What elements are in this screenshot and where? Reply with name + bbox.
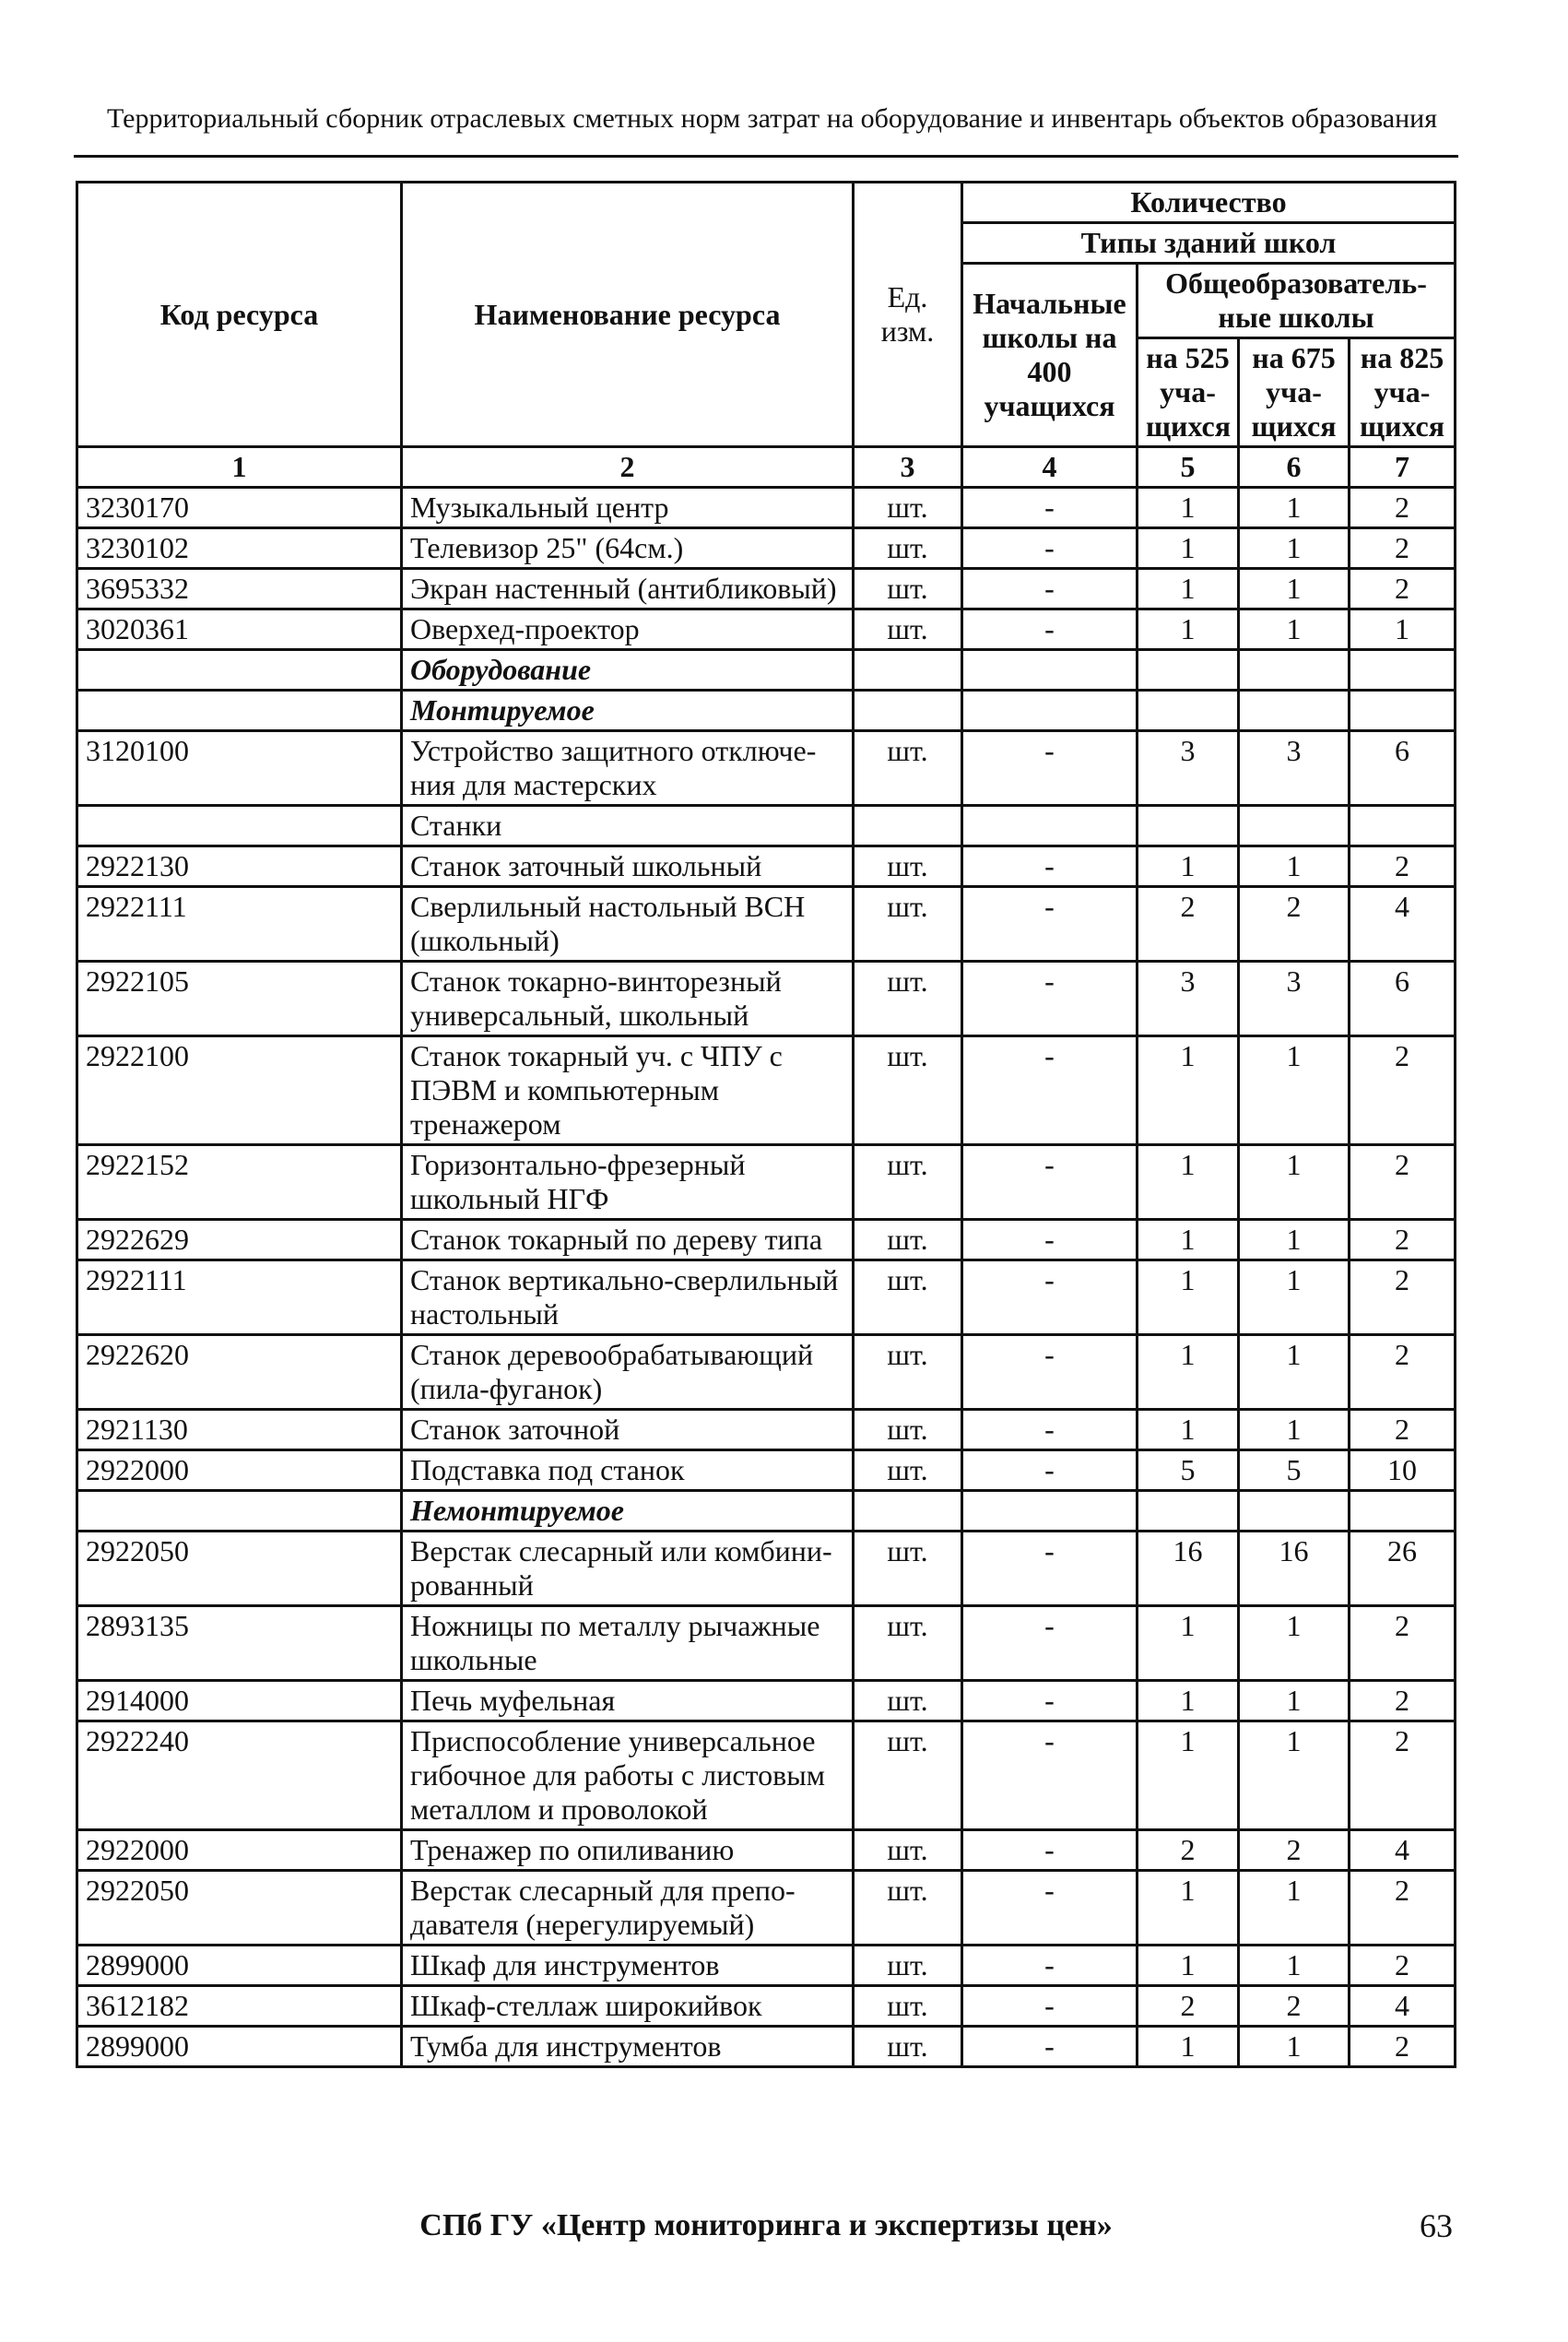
qty-825: 2 [1350,1410,1456,1450]
unit-cell: шт. [854,488,962,528]
qty-525: 1 [1138,528,1239,569]
qty-cell [1138,650,1239,691]
qty-675: 1 [1239,528,1350,569]
qty-cell [1138,806,1239,846]
table-row [77,962,1456,1036]
unit-cell: шт. [854,1145,962,1220]
unit-cell: шт. [854,1871,962,1946]
header-name: Наименование ресурса [402,183,854,447]
qty-primary-400: - [962,1450,1138,1491]
qty-primary-400: - [962,1606,1138,1681]
resource-name: Горизонтально-фрезерный школьный НГФ [402,1145,854,1220]
resource-code: 3230102 [77,528,402,569]
unit-cell: шт. [854,528,962,569]
unit-cell: шт. [854,1721,962,1830]
table-row [77,731,1456,806]
qty-675: 2 [1239,1986,1350,2027]
qty-cell [1138,691,1239,731]
qty-675: 16 [1239,1532,1350,1606]
table-row [77,1721,1456,1830]
header-525: на 525 уча-щихся [1138,338,1239,447]
table-row [77,609,1456,650]
header-rule [74,155,1458,158]
resource-name: Станок вертикально-сверлильный настольный [402,1260,854,1335]
qty-primary-400: - [962,488,1138,528]
unit-cell: шт. [854,1036,962,1145]
unit-cell: шт. [854,1986,962,2027]
qty-675: 1 [1239,488,1350,528]
qty-cell [962,691,1138,731]
resource-code: 2922111 [77,1260,402,1335]
qty-cell [962,650,1138,691]
qty-525: 1 [1138,1220,1239,1260]
qty-cell [1239,691,1350,731]
qty-675: 1 [1239,2027,1350,2067]
qty-675: 1 [1239,609,1350,650]
resource-name: Станок заточной [402,1410,854,1450]
qty-525: 5 [1138,1450,1239,1491]
qty-825: 4 [1350,887,1456,962]
unit-cell: шт. [854,1220,962,1260]
header-primary-school: Начальные школы на 400 учащихся [962,264,1138,447]
unit-cell [854,650,962,691]
table-row [77,1145,1456,1220]
qty-525: 2 [1138,1830,1239,1871]
resource-name: Верстак слесарный или комбини-рованный [402,1532,854,1606]
section-row [77,806,1456,846]
qty-825: 2 [1350,1220,1456,1260]
qty-825: 2 [1350,1871,1456,1946]
column-number: 4 [962,447,1138,488]
table-row [77,528,1456,569]
table-row [77,1450,1456,1491]
column-number: 7 [1350,447,1456,488]
qty-525: 1 [1138,846,1239,887]
unit-cell: шт. [854,731,962,806]
qty-675: 1 [1239,1220,1350,1260]
qty-cell [1350,806,1456,846]
qty-825: 6 [1350,962,1456,1036]
qty-675: 1 [1239,1871,1350,1946]
resource-code: 2893135 [77,1606,402,1681]
unit-cell: шт. [854,1830,962,1871]
section-title: Немонтируемое [402,1491,854,1532]
resource-code: 2914000 [77,1681,402,1721]
resource-code: 3230170 [77,488,402,528]
qty-675: 1 [1239,1260,1350,1335]
table-row [77,1871,1456,1946]
page-number: 63 [1420,2207,1453,2244]
resource-code: 2899000 [77,1946,402,1986]
qty-675: 1 [1239,846,1350,887]
unit-cell: шт. [854,1532,962,1606]
resource-name: Тренажер по опиливанию [402,1830,854,1871]
qty-cell [1138,1491,1239,1532]
unit-cell: шт. [854,1450,962,1491]
resource-name: Музыкальный центр [402,488,854,528]
qty-675: 2 [1239,887,1350,962]
qty-525: 2 [1138,887,1239,962]
qty-525: 1 [1138,488,1239,528]
section-title: Монтируемое [402,691,854,731]
resource-code: 2922000 [77,1450,402,1491]
code-cell [77,806,402,846]
qty-825: 2 [1350,846,1456,887]
qty-675: 1 [1239,1946,1350,1986]
resource-name: Подставка под станок [402,1450,854,1491]
unit-cell: шт. [854,1260,962,1335]
resource-code: 2922050 [77,1871,402,1946]
qty-675: 1 [1239,1721,1350,1830]
qty-525: 1 [1138,1946,1239,1986]
qty-525: 1 [1138,1335,1239,1410]
qty-primary-400: - [962,2027,1138,2067]
column-number: 1 [77,447,402,488]
table-row [77,2027,1456,2067]
qty-825: 2 [1350,569,1456,609]
code-cell [77,691,402,731]
qty-825: 1 [1350,609,1456,650]
header-unit: Ед. изм. [854,183,962,447]
resource-name: Тумба для инструментов [402,2027,854,2067]
header-building-types: Типы зданий школ [962,223,1456,264]
section-row [77,691,1456,731]
unit-cell [854,806,962,846]
resource-name: Шкаф-стеллаж широкийвок [402,1986,854,2027]
qty-525: 1 [1138,1036,1239,1145]
qty-cell [1350,1491,1456,1532]
resource-name: Оверхед-проектор [402,609,854,650]
qty-525: 1 [1138,1260,1239,1335]
qty-525: 1 [1138,569,1239,609]
resource-table [76,181,1456,2068]
qty-825: 6 [1350,731,1456,806]
qty-primary-400: - [962,569,1138,609]
resource-code: 2922111 [77,887,402,962]
qty-cell [1239,1491,1350,1532]
qty-primary-400: - [962,1871,1138,1946]
qty-675: 3 [1239,962,1350,1036]
column-number: 3 [854,447,962,488]
qty-675: 1 [1239,1145,1350,1220]
qty-cell [962,806,1138,846]
header-825: на 825 уча-щихся [1350,338,1456,447]
qty-525: 16 [1138,1532,1239,1606]
qty-675: 1 [1239,1036,1350,1145]
qty-675: 5 [1239,1450,1350,1491]
table-row [77,887,1456,962]
qty-525: 1 [1138,1681,1239,1721]
resource-code: 3612182 [77,1986,402,2027]
qty-825: 2 [1350,528,1456,569]
qty-primary-400: - [962,1335,1138,1410]
qty-825: 2 [1350,2027,1456,2067]
qty-825: 2 [1350,1721,1456,1830]
qty-primary-400: - [962,1986,1138,2027]
qty-825: 2 [1350,1260,1456,1335]
resource-name: Телевизор 25" (64см.) [402,528,854,569]
qty-675: 1 [1239,1606,1350,1681]
resource-name: Ножницы по металлу рычажные школьные [402,1606,854,1681]
qty-primary-400: - [962,609,1138,650]
qty-primary-400: - [962,1220,1138,1260]
resource-code: 2922152 [77,1145,402,1220]
resource-code: 2922105 [77,962,402,1036]
table-row [77,1036,1456,1145]
qty-675: 1 [1239,1410,1350,1450]
resource-code: 2922000 [77,1830,402,1871]
qty-825: 2 [1350,1681,1456,1721]
resource-code: 2922100 [77,1036,402,1145]
section-row [77,650,1456,691]
qty-825: 2 [1350,1606,1456,1681]
resource-name: Станок токарный по дереву типа [402,1220,854,1260]
qty-525: 3 [1138,962,1239,1036]
table-row [77,1532,1456,1606]
unit-cell: шт. [854,1946,962,1986]
qty-primary-400: - [962,887,1138,962]
resource-name: Приспособление универсальное гибочное для работы с листовым металлом и проволокой [402,1721,854,1830]
section-title: Оборудование [402,650,854,691]
qty-primary-400: - [962,962,1138,1036]
qty-825: 26 [1350,1532,1456,1606]
resource-name: Устройство защитного отключе-ния для мастерских [402,731,854,806]
unit-cell: шт. [854,846,962,887]
resource-name: Экран настенный (антибликовый) [402,569,854,609]
section-title: Станки [402,806,854,846]
qty-primary-400: - [962,1830,1138,1871]
resource-code: 3020361 [77,609,402,650]
qty-primary-400: - [962,1145,1138,1220]
table-row [77,1606,1456,1681]
unit-cell: шт. [854,2027,962,2067]
table-row [77,569,1456,609]
qty-825: 2 [1350,1946,1456,1986]
header-675: на 675 уча-щихся [1239,338,1350,447]
resource-code: 3120100 [77,731,402,806]
header-general-school: Общеобразователь-ные школы [1138,264,1456,338]
unit-cell: шт. [854,887,962,962]
qty-primary-400: - [962,1681,1138,1721]
qty-675: 1 [1239,569,1350,609]
qty-525: 1 [1138,2027,1239,2067]
qty-cell [1239,650,1350,691]
unit-cell: шт. [854,1335,962,1410]
qty-675: 3 [1239,731,1350,806]
table-row [77,1220,1456,1260]
qty-cell [962,1491,1138,1532]
resource-name: Станок токарно-винторезный универсальный, школьный [402,962,854,1036]
resource-name: Верстак слесарный для препо-давателя (нерегулируемый) [402,1871,854,1946]
resource-name: Сверлильный настольный ВСН (школьный) [402,887,854,962]
qty-525: 1 [1138,1721,1239,1830]
qty-825: 10 [1350,1450,1456,1491]
table-row [77,1830,1456,1871]
table-row [77,1410,1456,1450]
table-row [77,1260,1456,1335]
qty-primary-400: - [962,1410,1138,1450]
qty-525: 1 [1138,609,1239,650]
header-quantity: Количество [962,183,1456,223]
resource-code: 2922050 [77,1532,402,1606]
qty-525: 1 [1138,1145,1239,1220]
qty-525: 1 [1138,1410,1239,1450]
qty-525: 1 [1138,1871,1239,1946]
table-row [77,1681,1456,1721]
qty-825: 2 [1350,1335,1456,1410]
table-row [77,1986,1456,2027]
resource-code: 2922130 [77,846,402,887]
qty-cell [1239,806,1350,846]
unit-cell: шт. [854,609,962,650]
qty-825: 2 [1350,1145,1456,1220]
column-number: 5 [1138,447,1239,488]
table-row [77,846,1456,887]
qty-825: 4 [1350,1830,1456,1871]
code-cell [77,650,402,691]
resource-code: 2899000 [77,2027,402,2067]
unit-cell: шт. [854,1681,962,1721]
qty-675: 1 [1239,1335,1350,1410]
resource-code: 2922240 [77,1721,402,1830]
resource-name: Станок заточный школьный [402,846,854,887]
qty-primary-400: - [962,1946,1138,1986]
page-footer: СПб ГУ «Центр мониторинга и экспертизы цен» [419,2208,1113,2242]
section-row [77,1491,1456,1532]
page-header: Территориальный сборник отраслевых сметных норм затрат на оборудование и инвентарь объектов образования [106,103,1438,134]
column-number: 6 [1239,447,1350,488]
qty-primary-400: - [962,1532,1138,1606]
table-row [77,1946,1456,1986]
table-row [77,1335,1456,1410]
qty-525: 1 [1138,1606,1239,1681]
resource-name: Шкаф для инструментов [402,1946,854,1986]
qty-primary-400: - [962,846,1138,887]
qty-primary-400: - [962,1721,1138,1830]
resource-name: Печь муфельная [402,1681,854,1721]
qty-525: 3 [1138,731,1239,806]
qty-825: 2 [1350,1036,1456,1145]
column-number-row [77,447,1456,488]
resource-code: 3695332 [77,569,402,609]
qty-675: 2 [1239,1830,1350,1871]
qty-cell [1350,691,1456,731]
resource-name: Станок деревообрабатывающий (пила-фуганок) [402,1335,854,1410]
resource-code: 2922629 [77,1220,402,1260]
qty-cell [1350,650,1456,691]
qty-primary-400: - [962,731,1138,806]
unit-cell: шт. [854,1410,962,1450]
qty-825: 2 [1350,488,1456,528]
unit-cell [854,691,962,731]
code-cell [77,1491,402,1532]
unit-cell: шт. [854,1606,962,1681]
qty-primary-400: - [962,528,1138,569]
unit-cell: шт. [854,569,962,609]
resource-code: 2922620 [77,1335,402,1410]
resource-name: Станок токарный уч. с ЧПУ с ПЭВМ и компьютерным тренажером [402,1036,854,1145]
unit-cell: шт. [854,962,962,1036]
header-code: Код ресурса [77,183,402,447]
qty-675: 1 [1239,1681,1350,1721]
table-row [77,488,1456,528]
qty-525: 2 [1138,1986,1239,2027]
resource-code: 2921130 [77,1410,402,1450]
qty-primary-400: - [962,1036,1138,1145]
column-number: 2 [402,447,854,488]
qty-primary-400: - [962,1260,1138,1335]
unit-cell [854,1491,962,1532]
qty-825: 4 [1350,1986,1456,2027]
